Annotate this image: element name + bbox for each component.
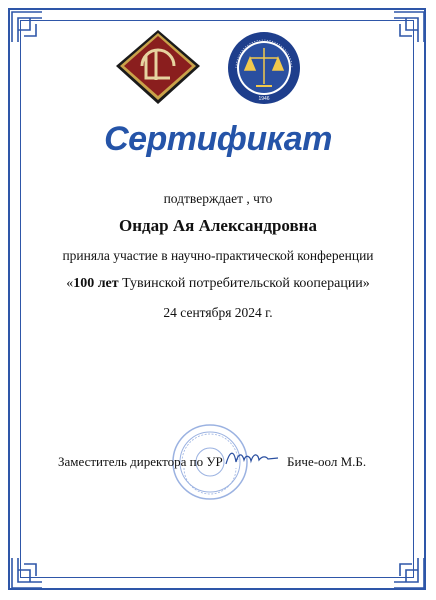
conference-rest: Тувинской потребительской кооперации» (118, 276, 370, 291)
certificate-title: Сертификат (104, 120, 332, 158)
signatory-role: Заместитель директора по УР (58, 454, 223, 469)
conference-bold: 100 лет (73, 276, 119, 291)
handwritten-signature (224, 446, 280, 470)
signatory-name: Биче-оол М.Б. (287, 454, 367, 469)
cooperative-logo (112, 26, 204, 108)
participation-text: приняла участие в научно-практической конференции (62, 248, 374, 263)
corner-ornament-bottom-right (392, 556, 426, 590)
conference-name (0, 276, 436, 292)
conference-quote-open: « (66, 276, 74, 291)
corner-ornament-top-right (392, 10, 426, 44)
college-emblem (226, 30, 302, 106)
confirms-text: подтверждает , что (163, 191, 273, 206)
conference-date: 24 сентября 2024 г. (163, 305, 273, 320)
recipient-name: Ондар Ая Александровна (119, 216, 317, 235)
emblem-year: 1946 (258, 96, 270, 102)
corner-ornament-bottom-left (10, 556, 44, 590)
corner-ornament-top-left (10, 10, 44, 44)
